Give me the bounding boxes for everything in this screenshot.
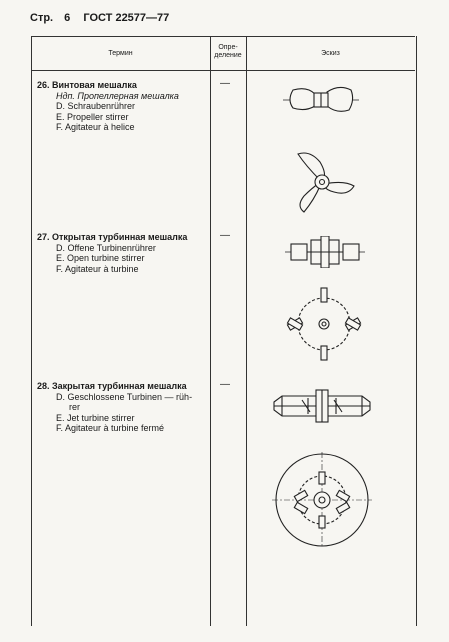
term-title: 27. Открытая турбинная мешалка xyxy=(37,232,188,242)
column-header-definition-line2: деление xyxy=(214,52,242,59)
term-german: D. Offene Turbinenrührer xyxy=(56,242,156,253)
column-header-terms: Термин xyxy=(108,50,133,57)
open-turbine-side-sketch xyxy=(285,236,365,268)
column-header-definition xyxy=(210,44,246,60)
term-german-cont: rer xyxy=(69,402,80,412)
term-french: F. Agitateur à turbine xyxy=(56,263,139,274)
definition-dash: — xyxy=(220,379,230,390)
page-label: Стр. xyxy=(30,12,54,24)
definition-dash: — xyxy=(220,230,230,241)
propeller-top-sketch xyxy=(286,146,358,218)
propeller-side-sketch xyxy=(283,80,359,120)
term-entry-26 xyxy=(37,80,179,133)
column-header-definition-line1: Опре- xyxy=(218,44,238,51)
column-divider-2 xyxy=(246,36,247,626)
term-german: D. Schraubenrührer xyxy=(56,101,136,111)
term-nondeprecated: Ндп. Пропеллерная мешалка xyxy=(56,90,179,101)
closed-turbine-side-sketch xyxy=(272,388,372,424)
column-header-sketch: Эскиз xyxy=(321,50,340,57)
term-french: F. Agitateur à helice xyxy=(56,122,135,132)
page-header xyxy=(30,12,169,24)
definition-dash: — xyxy=(220,78,230,89)
standard-code: ГОСТ 22577—77 xyxy=(83,12,170,24)
open-turbine-top-sketch xyxy=(286,286,362,362)
term-english: E. Open turbine stirrer xyxy=(56,253,145,263)
closed-turbine-top-sketch xyxy=(272,452,372,548)
page-number: 6 xyxy=(64,12,71,24)
term-entry-27 xyxy=(37,232,187,274)
term-entry-28 xyxy=(37,381,192,434)
term-english: E. Jet turbine stirrer xyxy=(56,412,135,423)
term-german: D. Geschlossene Turbinen — rüh- xyxy=(56,391,193,402)
term-english: E. Propeller stirrer xyxy=(56,111,129,122)
term-title: 28. Закрытая турбинная мешалка xyxy=(37,381,187,391)
table-header-border xyxy=(31,70,415,71)
term-title: 26. Винтовая мешалка xyxy=(37,80,137,90)
term-french: F. Agitateur à turbine fermé xyxy=(56,423,165,433)
table-top-border xyxy=(31,36,415,37)
column-divider-1 xyxy=(210,36,211,626)
